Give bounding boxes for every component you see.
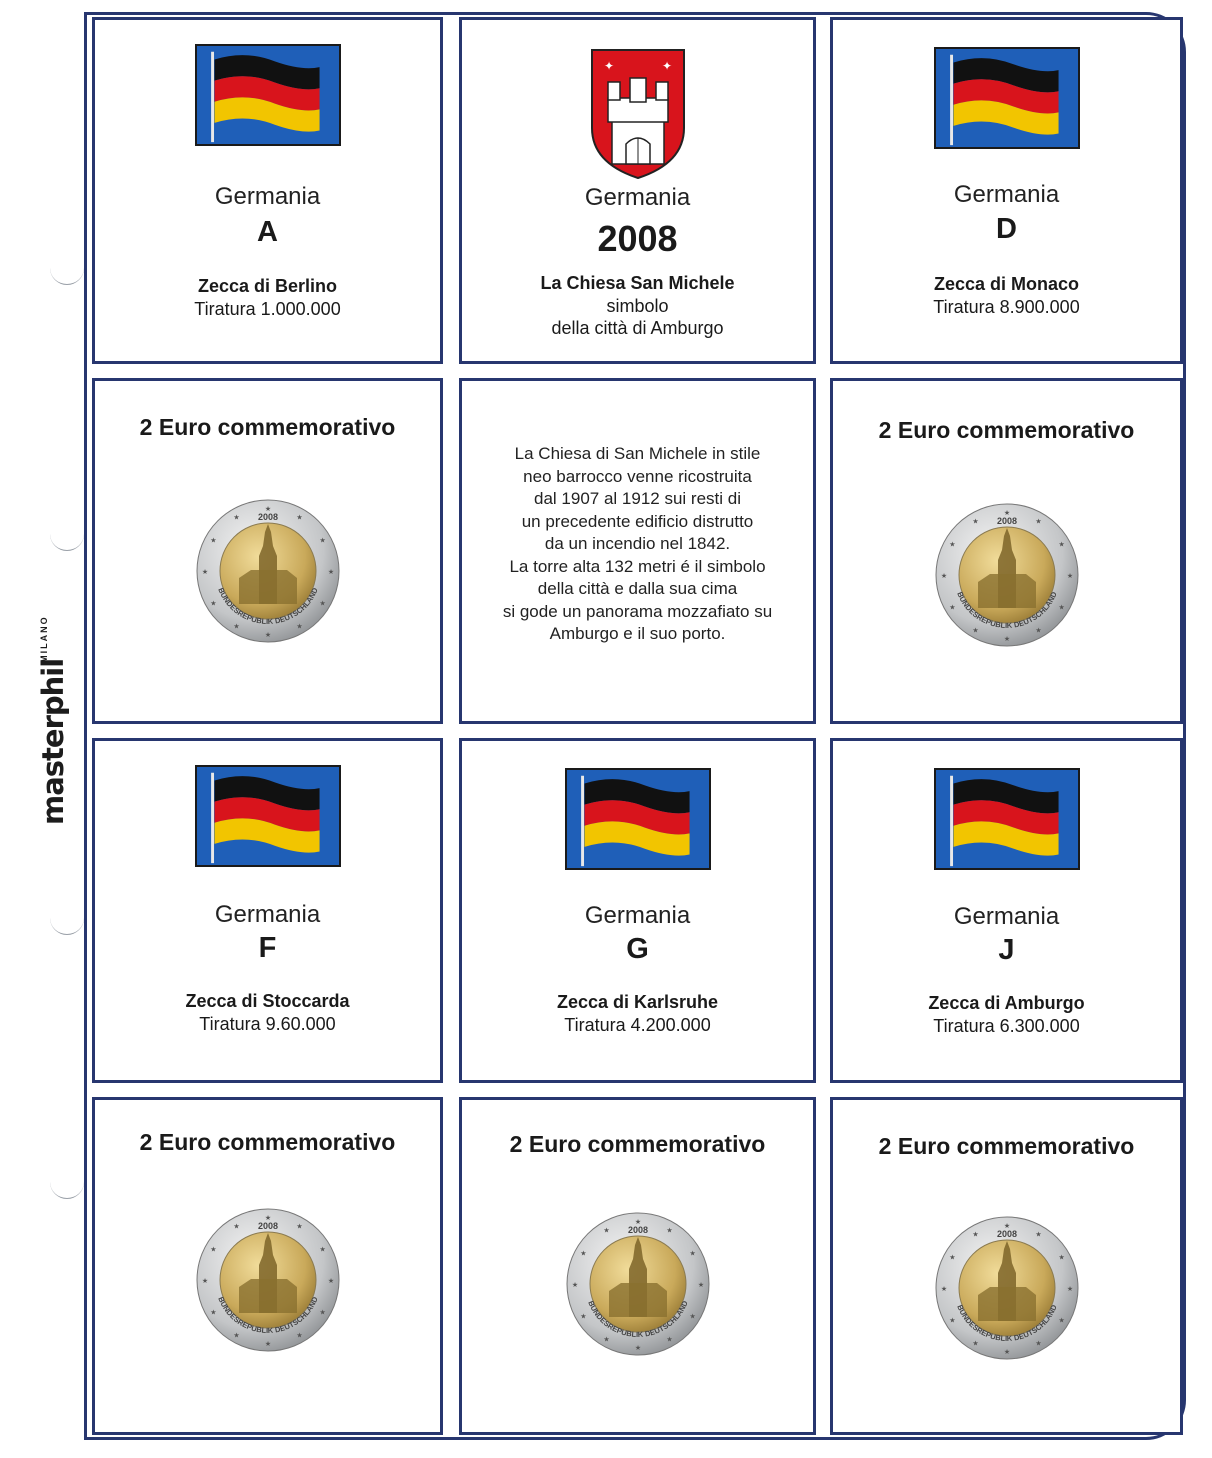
- svg-text:BUNDESREPUBLIK DEUTSCHLAND: BUNDESREPUBLIK DEUTSCHLAND: [585, 1299, 690, 1340]
- coin-label: 2 Euro commemorativo: [878, 1133, 1135, 1159]
- issue-year: 2008: [597, 218, 678, 259]
- svg-text:★: ★: [1057, 604, 1065, 612]
- svg-text:2008: 2008: [257, 512, 278, 522]
- issue-header-card: [459, 17, 816, 364]
- mint-name: Zecca di Monaco: [933, 274, 1080, 294]
- svg-text:★: ★: [264, 1215, 271, 1222]
- svg-text:★: ★: [318, 1309, 326, 1317]
- svg-text:★: ★: [1057, 541, 1065, 549]
- svg-text:★: ★: [295, 623, 303, 631]
- svg-text:2008: 2008: [996, 1229, 1017, 1239]
- germany-flag-icon: [565, 768, 711, 870]
- svg-text:BUNDESREPUBLIK DEUTSCHLAND: BUNDESREPUBLIK DEUTSCHLAND: [954, 1303, 1059, 1344]
- svg-text:★: ★: [318, 600, 326, 608]
- svg-text:2008: 2008: [627, 1225, 648, 1235]
- svg-text:★: ★: [579, 1313, 587, 1321]
- svg-text:★: ★: [571, 1282, 578, 1289]
- svg-text:★: ★: [209, 537, 217, 545]
- mint-letter: G: [626, 933, 649, 965]
- svg-text:★: ★: [295, 1332, 303, 1340]
- coin-slot-d: [830, 378, 1183, 724]
- svg-text:★: ★: [688, 1250, 696, 1258]
- 2-euro-coin-icon: [934, 1215, 1080, 1361]
- svg-text:★: ★: [579, 1250, 587, 1258]
- svg-text:★: ★: [1003, 1223, 1010, 1230]
- svg-text:★: ★: [697, 1282, 704, 1289]
- mint-name: Zecca di Karlsruhe: [556, 992, 719, 1012]
- svg-text:★: ★: [232, 514, 240, 522]
- mint-letter: D: [996, 213, 1017, 245]
- punch-hole: [50, 262, 84, 285]
- country-label: Germania: [214, 183, 321, 210]
- svg-text:★: ★: [209, 1309, 217, 1317]
- coin-slot-a: [92, 378, 443, 724]
- country-label: Germania: [584, 902, 691, 929]
- description-card: [459, 378, 816, 724]
- svg-text:★: ★: [318, 1246, 326, 1254]
- svg-text:★: ★: [971, 627, 979, 635]
- mint-card-j: [830, 738, 1183, 1083]
- country-label: Germania: [584, 184, 691, 211]
- svg-text:★: ★: [602, 1336, 610, 1344]
- mint-card-f: [92, 738, 443, 1083]
- svg-text:★: ★: [948, 604, 956, 612]
- mintage: Tiratura 1.000.000: [194, 299, 341, 319]
- germany-flag-icon: [195, 44, 341, 146]
- svg-text:★: ★: [940, 573, 947, 580]
- svg-text:★: ★: [1003, 510, 1010, 517]
- 2-euro-coin-icon: [195, 498, 341, 644]
- subject-line: della città di Amburgo: [551, 318, 724, 338]
- svg-text:★: ★: [1003, 636, 1010, 643]
- svg-text:★: ★: [948, 1254, 956, 1262]
- svg-text:✦: ✦: [661, 59, 672, 73]
- svg-text:BUNDESREPUBLIK DEUTSCHLAND: BUNDESREPUBLIK DEUTSCHLAND: [215, 586, 320, 627]
- svg-text:★: ★: [948, 1317, 956, 1325]
- germany-flag-icon: [934, 47, 1080, 149]
- mint-letter: J: [998, 934, 1015, 966]
- punch-hole: [50, 912, 84, 935]
- svg-text:★: ★: [971, 1231, 979, 1239]
- mintage: Tiratura 8.900.000: [933, 297, 1080, 317]
- 2-euro-coin-icon: [934, 502, 1080, 648]
- hamburg-coat-of-arms-icon: [590, 48, 686, 180]
- coin-label: 2 Euro commemorativo: [139, 1129, 396, 1155]
- svg-text:★: ★: [665, 1336, 673, 1344]
- svg-text:★: ★: [232, 623, 240, 631]
- brand-city: MILANO: [39, 615, 49, 663]
- mint-card-d: [830, 17, 1183, 364]
- coin-slot-g: [459, 1097, 816, 1435]
- svg-text:★: ★: [1057, 1254, 1065, 1262]
- svg-text:★: ★: [209, 1246, 217, 1254]
- germany-flag-icon: [934, 768, 1080, 870]
- mint-name: Zecca di Stoccarda: [185, 991, 350, 1011]
- svg-text:★: ★: [264, 632, 271, 639]
- punch-hole: [50, 1176, 84, 1199]
- svg-text:★: ★: [201, 1278, 208, 1285]
- svg-text:★: ★: [1066, 573, 1073, 580]
- mint-card-g: [459, 738, 816, 1083]
- svg-text:★: ★: [940, 1286, 947, 1293]
- coin-label: 2 Euro commemorativo: [878, 417, 1135, 443]
- svg-text:BUNDESREPUBLIK DEUTSCHLAND: BUNDESREPUBLIK DEUTSCHLAND: [954, 590, 1059, 631]
- svg-text:2008: 2008: [996, 516, 1017, 526]
- 2-euro-coin-icon: [195, 1207, 341, 1353]
- svg-text:★: ★: [948, 541, 956, 549]
- germany-flag-icon: [195, 765, 341, 867]
- svg-text:★: ★: [295, 1223, 303, 1231]
- country-label: Germania: [214, 901, 321, 928]
- svg-text:★: ★: [1066, 1286, 1073, 1293]
- coin-slot-f: [92, 1097, 443, 1435]
- mint-name: Zecca di Berlino: [197, 276, 338, 296]
- svg-text:★: ★: [971, 518, 979, 526]
- mintage: Tiratura 9.60.000: [199, 1014, 336, 1034]
- svg-text:BUNDESREPUBLIK DEUTSCHLAND: BUNDESREPUBLIK DEUTSCHLAND: [215, 1295, 320, 1336]
- svg-text:★: ★: [1003, 1349, 1010, 1356]
- mint-letter: F: [258, 932, 277, 964]
- svg-text:★: ★: [971, 1340, 979, 1348]
- svg-text:★: ★: [1034, 1231, 1042, 1239]
- subject-line: simbolo: [606, 296, 669, 316]
- mint-card-a: [92, 17, 443, 364]
- coin-label: 2 Euro commemorativo: [139, 414, 396, 440]
- brand-logo: [36, 505, 72, 825]
- svg-text:★: ★: [665, 1227, 673, 1235]
- svg-text:✦: ✦: [603, 59, 614, 73]
- subject-title: La Chiesa San Michele: [540, 273, 735, 293]
- brand-name: masterphil: [36, 658, 70, 825]
- mint-name: Zecca di Amburgo: [928, 993, 1085, 1013]
- svg-text:★: ★: [264, 1341, 271, 1348]
- svg-text:★: ★: [634, 1345, 641, 1352]
- 2-euro-coin-icon: [565, 1211, 711, 1357]
- svg-text:★: ★: [327, 1278, 334, 1285]
- svg-text:★: ★: [327, 569, 334, 576]
- svg-text:★: ★: [318, 537, 326, 545]
- country-label: Germania: [953, 903, 1060, 930]
- svg-text:★: ★: [201, 569, 208, 576]
- mintage: Tiratura 6.300.000: [933, 1016, 1080, 1036]
- svg-text:★: ★: [295, 514, 303, 522]
- mintage: Tiratura 4.200.000: [564, 1015, 711, 1035]
- svg-text:★: ★: [264, 506, 271, 513]
- svg-text:★: ★: [1057, 1317, 1065, 1325]
- svg-text:★: ★: [602, 1227, 610, 1235]
- svg-text:★: ★: [1034, 518, 1042, 526]
- coin-slot-j: [830, 1097, 1183, 1435]
- svg-text:★: ★: [209, 600, 217, 608]
- mint-letter: A: [257, 216, 278, 248]
- svg-text:★: ★: [634, 1219, 641, 1226]
- country-label: Germania: [953, 181, 1060, 208]
- coin-label: 2 Euro commemorativo: [509, 1131, 766, 1157]
- svg-text:★: ★: [1034, 627, 1042, 635]
- svg-text:★: ★: [232, 1223, 240, 1231]
- svg-text:2008: 2008: [257, 1221, 278, 1231]
- svg-text:★: ★: [232, 1332, 240, 1340]
- description-text: La Chiesa di San Michele in stile neo barrocco venne ricostruita dal 1907 al 1912 sui resti di un precedente edificio distrutto da un incendio nel 1842. La torre alta 132 metri é il simbolo della città e dalla sua cima si gode un panorama mozzafiato su Amburgo e il suo porto.: [502, 444, 773, 643]
- svg-text:★: ★: [688, 1313, 696, 1321]
- svg-text:★: ★: [1034, 1340, 1042, 1348]
